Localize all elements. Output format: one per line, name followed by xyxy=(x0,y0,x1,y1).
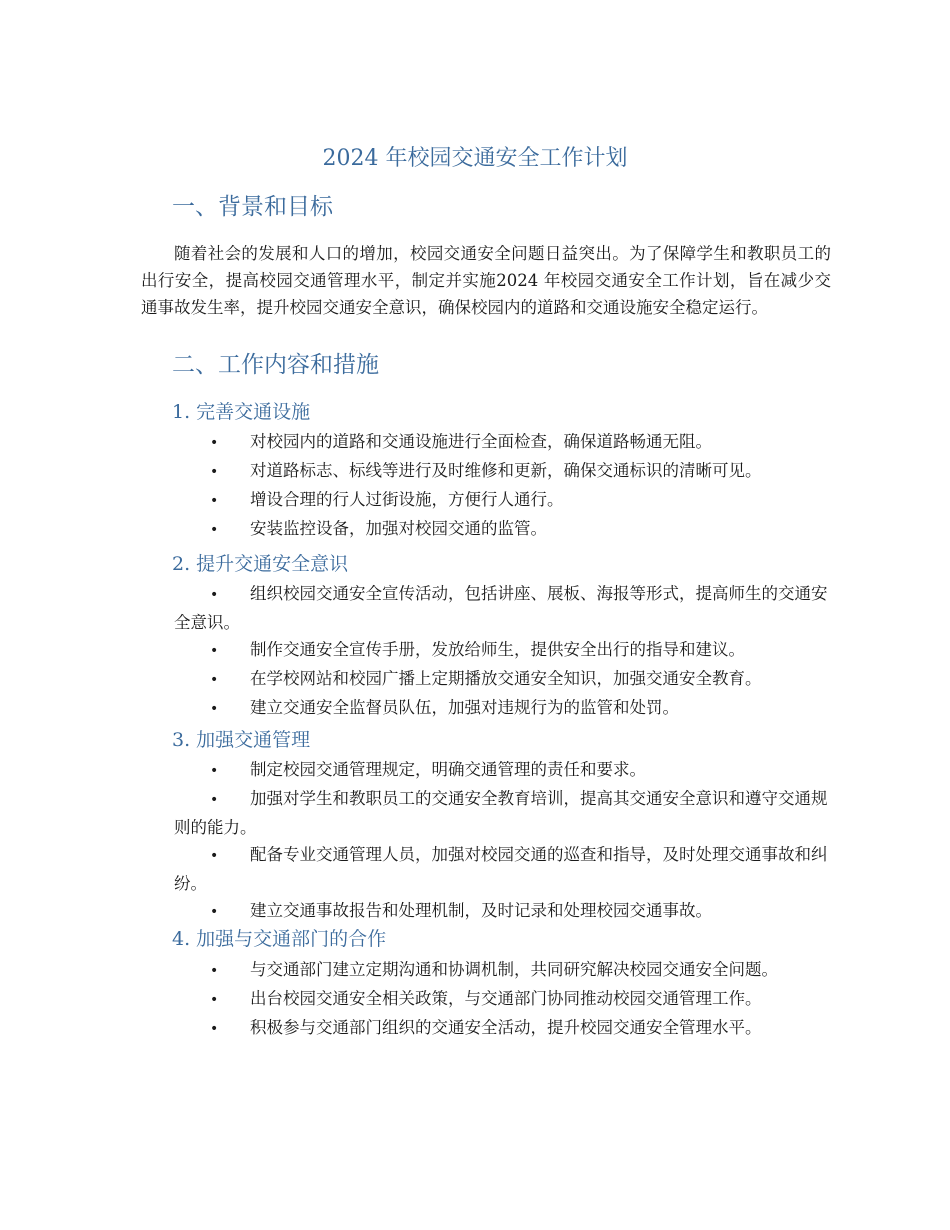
list-item: • 配备专业交通管理人员，加强对校园交通的巡查和指导，及时处理交通事故和纠纷。 xyxy=(174,845,828,893)
bullet-icon: • xyxy=(210,1021,219,1037)
facilities-list xyxy=(174,428,834,544)
awareness-list xyxy=(174,580,834,723)
document-title: 2024 年校园交通安全工作计划 xyxy=(322,146,628,171)
subsection-heading-facilities: 1. 完善交通设施 xyxy=(172,401,311,423)
list-item: • 在学校网站和校园广播上定期播放交通安全知识，加强交通安全教育。 xyxy=(174,665,834,694)
list-item: • 积极参与交通部门组织的交通安全活动，提升校园交通安全管理水平。 xyxy=(174,1014,834,1043)
background-paragraph: 随着社会的发展和人口的增加，校园交通安全问题日益突出。为了保障学生和教职员工的出行安全，提高校园交通管理水平，制定并实施2024 年校园交通安全工作计划，旨在减少交通事故发生率，提升校园交通安全意识，确保校园内的道路和交通设施安全稳定运行。 xyxy=(141,244,831,317)
list-item: • 对道路标志、标线等进行及时维修和更新，确保交通标识的清晰可见。 xyxy=(174,457,834,486)
bullet-icon: • xyxy=(210,435,219,451)
bullet-icon: • xyxy=(210,643,219,659)
list-item: • 加强对学生和教职员工的交通安全教育培训，提高其交通安全意识和遵守交通规则的能力。 xyxy=(174,789,828,837)
bullet-icon: • xyxy=(210,963,219,979)
list-item: • 组织校园交通安全宣传活动，包括讲座、展板、海报等形式，提高师生的交通安全意识。 xyxy=(174,584,828,632)
bullet-icon: • xyxy=(210,587,219,603)
list-item: • 对校园内的道路和交通设施进行全面检查，确保道路畅通无阻。 xyxy=(174,428,834,457)
list-item: • 建立交通事故报告和处理机制，及时记录和处理校园交通事故。 xyxy=(174,897,834,926)
bullet-icon: • xyxy=(210,763,219,779)
subsection-heading-cooperation: 4. 加强与交通部门的合作 xyxy=(172,928,387,950)
bullet-icon: • xyxy=(210,464,219,480)
bullet-icon: • xyxy=(210,904,219,920)
subsection-heading-management: 3. 加强交通管理 xyxy=(172,729,311,751)
list-item: • 出台校园交通安全相关政策，与交通部门协同推动校园交通管理工作。 xyxy=(174,985,834,1014)
list-item: • 制定校园交通管理规定，明确交通管理的责任和要求。 xyxy=(174,756,834,785)
list-item: • 与交通部门建立定期沟通和协调机制，共同研究解决校园交通安全问题。 xyxy=(174,956,834,985)
management-list xyxy=(174,756,834,926)
bullet-icon: • xyxy=(210,493,219,509)
subsection-heading-awareness: 2. 提升交通安全意识 xyxy=(172,553,349,575)
list-item: • 增设合理的行人过街设施，方便行人通行。 xyxy=(174,486,834,515)
bullet-icon: • xyxy=(210,522,219,538)
section-heading-measures: 二、工作内容和措施 xyxy=(172,352,379,378)
bullet-icon: • xyxy=(210,701,219,717)
bullet-icon: • xyxy=(210,672,219,688)
cooperation-list xyxy=(174,956,834,1043)
section-heading-background: 一、背景和目标 xyxy=(172,194,333,220)
list-item: • 制作交通安全宣传手册，发放给师生，提供安全出行的指导和建议。 xyxy=(174,636,834,665)
bullet-icon: • xyxy=(210,992,219,1008)
list-item: • 安装监控设备，加强对校园交通的监管。 xyxy=(174,515,834,544)
bullet-icon: • xyxy=(210,848,219,864)
list-item: • 建立交通安全监督员队伍，加强对违规行为的监管和处罚。 xyxy=(174,694,834,723)
bullet-icon: • xyxy=(210,792,219,808)
